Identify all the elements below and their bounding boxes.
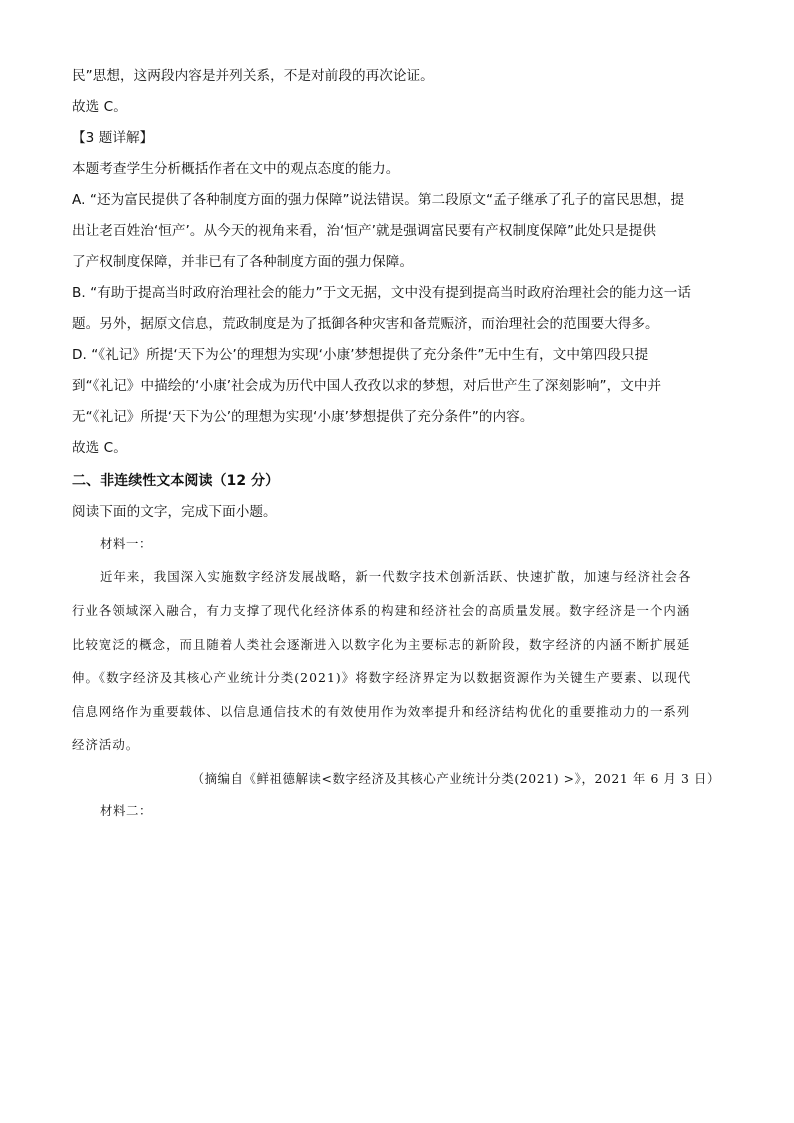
answer-text-line: B. “有助于提高当时政府治理社会的能力”于文无据，文中没有提到提高当时政府治理社会的能力这一话 xyxy=(72,285,691,301)
material-one-line: 信息网络作为重要载体、以信息通信技术的有效使用作为效率提升和经济结构优化的重要推动力的一系列 xyxy=(72,704,691,719)
answer-text-line: A. “还为富民提供了各种制度方面的强力保障”说法错误。第二段原文“孟子继承了孔子的富民思想，提 xyxy=(72,192,685,208)
answer-text-line: 了产权制度保障，并非已有了各种制度方面的强力保障。 xyxy=(72,254,414,270)
answer-choice-line: 故选 C。 xyxy=(72,440,127,456)
material-one-source: （摘编自《鲜祖德解读<数字经济及其核心产业统计分类(2021) >》，2021 年 6 月 3 日） xyxy=(191,771,720,786)
answer-text-line: 民”思想，这两段内容是并列关系，不是对前段的再次论证。 xyxy=(72,68,434,84)
material-one-line: 伸。《数字经济及其核心产业统计分类(2021)》将数字经济界定为以数据资源作为关键生产要素、以现代 xyxy=(72,670,692,685)
section-heading: 二、非连续性文本阅读（12 分） xyxy=(72,473,280,489)
material-one-line: 行业各领域深入融合，有力支撑了现代化经济体系的构建和经济社会的高质量发展。数字经济是一个内涵 xyxy=(72,603,691,618)
material-one-label: 材料一： xyxy=(100,536,152,551)
material-two-label: 材料二： xyxy=(100,803,152,818)
answer-text-line: 到“《礼记》中描绘的‘小康’社会成为历代中国人孜孜以求的梦想，对后世产生了深刻影响”，文中并 xyxy=(72,378,662,394)
answer-text-line: D. “《礼记》所提‘天下为公’的理想为实现‘小康’梦想提供了充分条件”无中生有，文中第四段只提 xyxy=(72,347,649,363)
answer-text-line: 本题考查学生分析概括作者在文中的观点态度的能力。 xyxy=(72,161,400,177)
material-one-line: 经济活动。 xyxy=(72,737,140,752)
answer-text-line: 出让老百姓治‘恒产’。从今天的视角来看，治‘恒产’就是强调富民要有产权制度保障”此处只是提供 xyxy=(72,223,656,239)
question-detail-heading: 【3 题详解】 xyxy=(72,130,154,146)
material-one-line: 近年来，我国深入实施数字经济发展战略，新一代数字技术创新活跃、快速扩散，加速与经济社会各 xyxy=(100,569,692,584)
answer-text-line: 题。另外，据原文信息，荒政制度是为了抵御各种灾害和备荒赈济，而治理社会的范围要大得多。 xyxy=(72,316,659,332)
reading-instruction: 阅读下面的文字，完成下面小题。 xyxy=(72,504,277,520)
material-one-line: 比较宽泛的概念，而且随着人类社会逐渐进入以数字化为主要标志的新阶段，数字经济的内涵不断扩展延 xyxy=(72,637,691,652)
answer-choice-line: 故选 C。 xyxy=(72,99,127,115)
answer-text-line: 无“《礼记》所提‘天下为公’的理想为实现‘小康’梦想提供了充分条件”的内容。 xyxy=(72,409,534,425)
